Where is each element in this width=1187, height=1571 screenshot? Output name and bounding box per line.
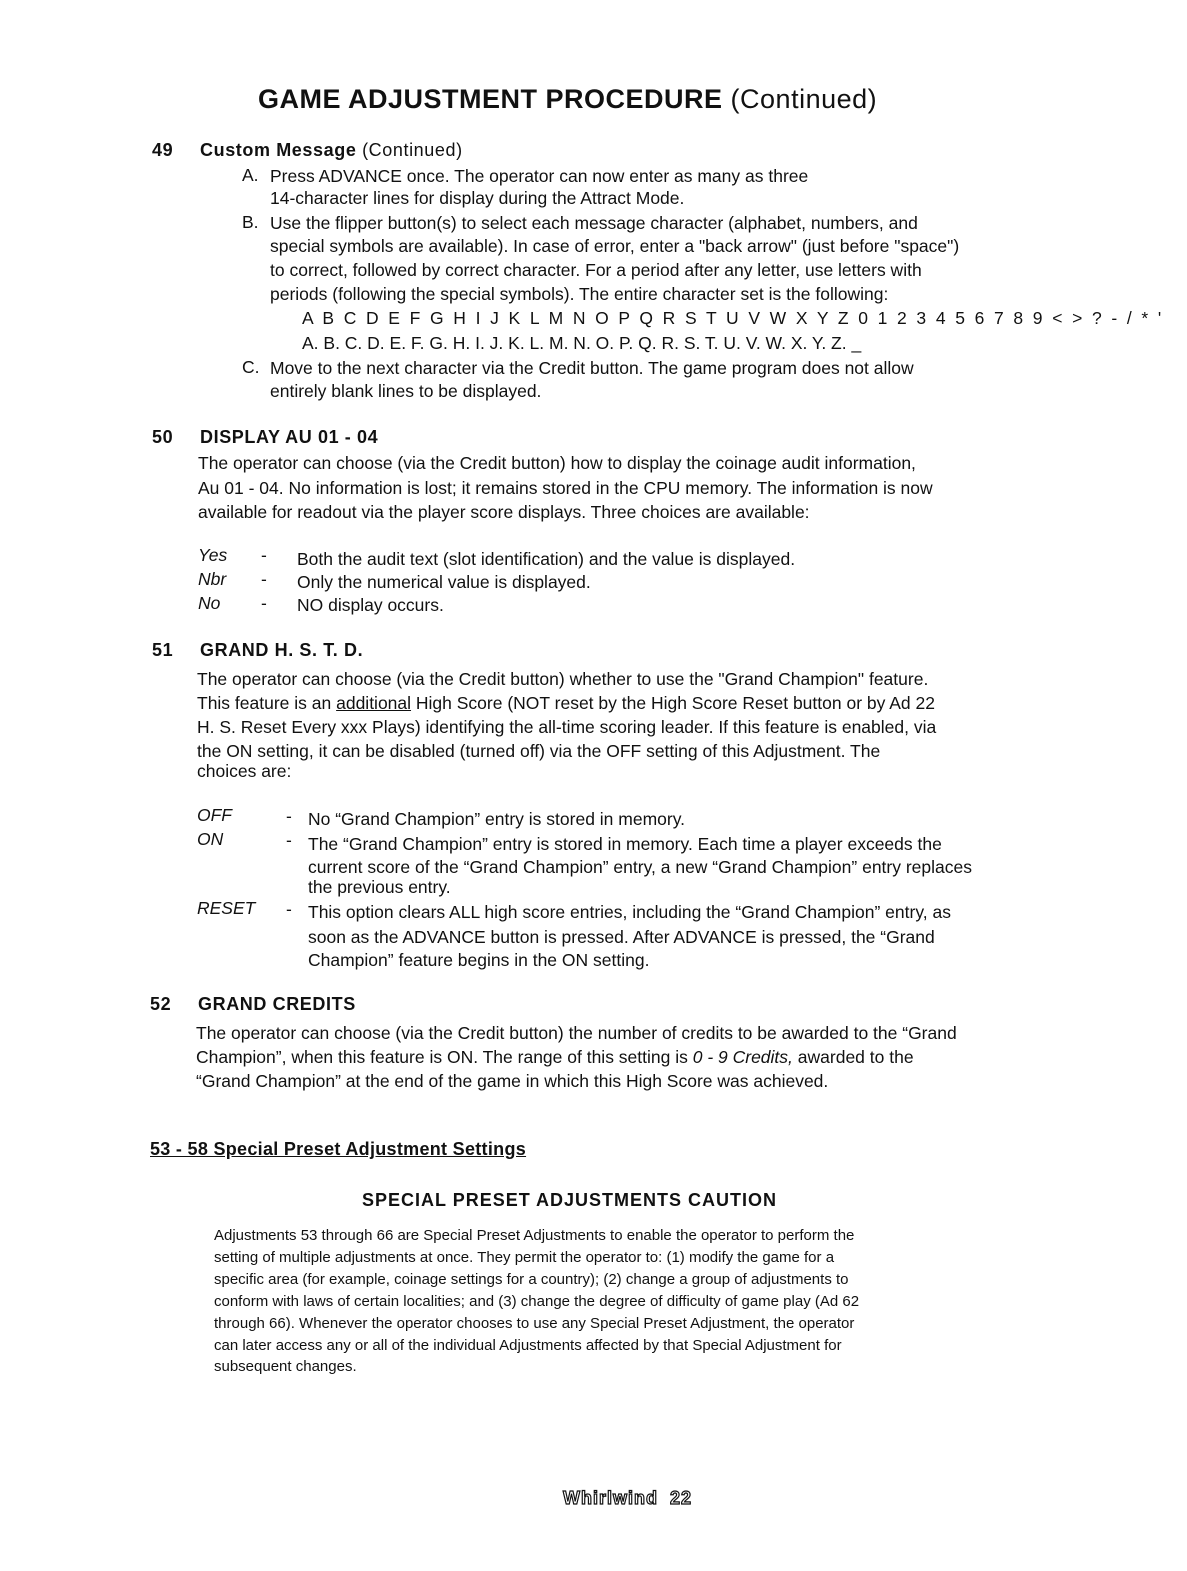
- section-name: GRAND H. S. T. D.: [200, 640, 364, 660]
- section-53-58-heading: 53 - 58 Special Preset Adjustment Settings: [150, 1139, 527, 1159]
- text-line: choices are:: [197, 761, 292, 781]
- option-text: Champion” feature begins in the ON setting.: [308, 950, 650, 970]
- option-text: This option clears ALL high score entries, including the “Grand Champion” entry, as: [308, 902, 951, 922]
- caution-line: conform with laws of certain localities; and (3) change the degree of difficulty of game play (Ad 62: [214, 1293, 860, 1310]
- section-49-heading: [152, 140, 463, 161]
- text-line: entirely blank lines to be displayed.: [270, 381, 542, 401]
- option-text: No “Grand Champion” entry is stored in memory.: [308, 809, 686, 829]
- option-label-yes: Yes: [198, 545, 228, 565]
- section-name: Custom Message: [200, 140, 357, 160]
- text-line: [197, 692, 935, 714]
- section-name: GRAND CREDITS: [198, 994, 356, 1014]
- text-line: The operator can choose (via the Credit button) whether to use the "Grand Champion" feature.: [197, 669, 929, 689]
- caution-line: specific area (for example, coinage settings for a country); (2) change a group of adjustments to: [214, 1271, 849, 1288]
- text-fragment: Champion”, when this feature is ON. The range of this setting is: [196, 1047, 693, 1067]
- option-text: Only the numerical value is displayed.: [297, 572, 591, 592]
- character-set-line-2: A. B. C. D. E. F. G. H. I. J. K. L. M. N. O. P. Q. R. S. T. U. V. W. X. Y. Z. _: [302, 333, 862, 353]
- text-line: Move to the next character via the Credit button. The game program does not allow: [270, 358, 914, 378]
- option-text: The “Grand Champion” entry is stored in memory. Each time a player exceeds the: [308, 834, 942, 854]
- option-text: the previous entry.: [308, 877, 451, 897]
- text-line: H. S. Reset Every xxx Plays) identifying the all-time scoring leader. If this feature is enabled, via: [197, 717, 937, 737]
- caution-line: setting of multiple adjustments at once. They permit the operator to: (1) modify the game for a: [214, 1249, 835, 1266]
- text-line: available for readout via the player score displays. Three choices are available:: [198, 502, 810, 522]
- text-line: Press ADVANCE once. The operator can now enter as many as three: [270, 166, 809, 186]
- option-label-no: No: [198, 593, 221, 613]
- text-fragment: High Score (NOT reset by the High Score Reset button or by Ad 22: [411, 693, 935, 713]
- section-name: DISPLAY AU 01 - 04: [200, 427, 379, 447]
- option-label-off: OFF: [197, 805, 232, 825]
- option-dash: -: [286, 899, 292, 919]
- section-52-heading: [150, 994, 356, 1015]
- option-text: NO display occurs.: [297, 595, 444, 615]
- section-number: 49: [152, 140, 174, 160]
- option-label-on: ON: [197, 829, 224, 849]
- page-number: 22: [670, 1488, 693, 1508]
- game-name: Whirlwind: [563, 1488, 658, 1508]
- text-line: “Grand Champion” at the end of the game in which this High Score was achieved.: [196, 1071, 829, 1091]
- caution-line: subsequent changes.: [214, 1358, 357, 1375]
- section-number: 52: [150, 994, 172, 1014]
- caution-line: through 66). Whenever the operator chooses to use any Special Preset Adjustment, the operator: [214, 1315, 855, 1332]
- option-dash: -: [286, 830, 292, 850]
- section-51-heading: [152, 640, 363, 661]
- title-continued: (Continued): [730, 84, 878, 114]
- item-letter-c: C.: [242, 357, 260, 377]
- page-title: [258, 84, 877, 115]
- option-dash: -: [261, 569, 267, 589]
- option-text: Both the audit text (slot identification) and the value is displayed.: [297, 549, 796, 569]
- section-number: 50: [152, 427, 174, 447]
- option-text: soon as the ADVANCE button is pressed. After ADVANCE is pressed, the “Grand: [308, 927, 935, 947]
- option-dash: -: [286, 806, 292, 826]
- caution-title: SPECIAL PRESET ADJUSTMENTS CAUTION: [362, 1190, 778, 1210]
- text-line: periods (following the special symbols). The entire character set is the following:: [270, 284, 889, 304]
- character-set-line-1: A B C D E F G H I J K L M N O P Q R S T U V W X Y Z 0 1 2 3 4 5 6 7 8 9 < > ? - / * ': [302, 308, 1164, 328]
- section-50-heading: [152, 427, 378, 448]
- text-line: special symbols are available). In case of error, enter a "back arrow" (just before "space"): [270, 236, 960, 256]
- text-line: Au 01 - 04. No information is lost; it remains stored in the CPU memory. The information is now: [198, 478, 933, 498]
- underlined-word: additional: [336, 693, 412, 713]
- option-text: current score of the “Grand Champion” entry, a new “Grand Champion” entry replaces: [308, 857, 973, 877]
- section-continued: (Continued): [362, 140, 463, 160]
- caution-line: Adjustments 53 through 66 are Special Preset Adjustments to enable the operator to perform the: [214, 1227, 855, 1244]
- text-line: The operator can choose (via the Credit button) the number of credits to be awarded to the “Grand: [196, 1023, 957, 1043]
- text-fragment: awarded to the: [792, 1047, 914, 1067]
- text-line: [196, 1046, 914, 1068]
- item-letter-a: A.: [242, 165, 259, 185]
- credit-range: 0 - 9 Credits,: [692, 1047, 793, 1067]
- text-line: Use the flipper button(s) to select each message character (alphabet, numbers, and: [270, 213, 918, 233]
- text-line: the ON setting, it can be disabled (turned off) via the OFF setting of this Adjustment. The: [197, 741, 881, 761]
- option-label-nbr: Nbr: [198, 569, 227, 589]
- text-line: 14-character lines for display during the Attract Mode.: [270, 188, 685, 208]
- caution-line: can later access any or all of the individual Adjustments affected by that Special Adjustment for: [214, 1337, 842, 1354]
- item-letter-b: B.: [242, 212, 259, 232]
- page-footer: [563, 1488, 692, 1509]
- option-label-reset: RESET: [197, 898, 256, 918]
- option-dash: -: [261, 545, 267, 565]
- text-fragment: This feature is an: [197, 693, 337, 713]
- text-line: to correct, followed by correct character. For a period after any letter, use letters with: [270, 260, 922, 280]
- title-main: GAME ADJUSTMENT PROCEDURE: [258, 84, 723, 114]
- option-dash: -: [261, 593, 267, 613]
- section-number: 51: [152, 640, 174, 660]
- text-line: The operator can choose (via the Credit button) how to display the coinage audit information,: [198, 453, 916, 473]
